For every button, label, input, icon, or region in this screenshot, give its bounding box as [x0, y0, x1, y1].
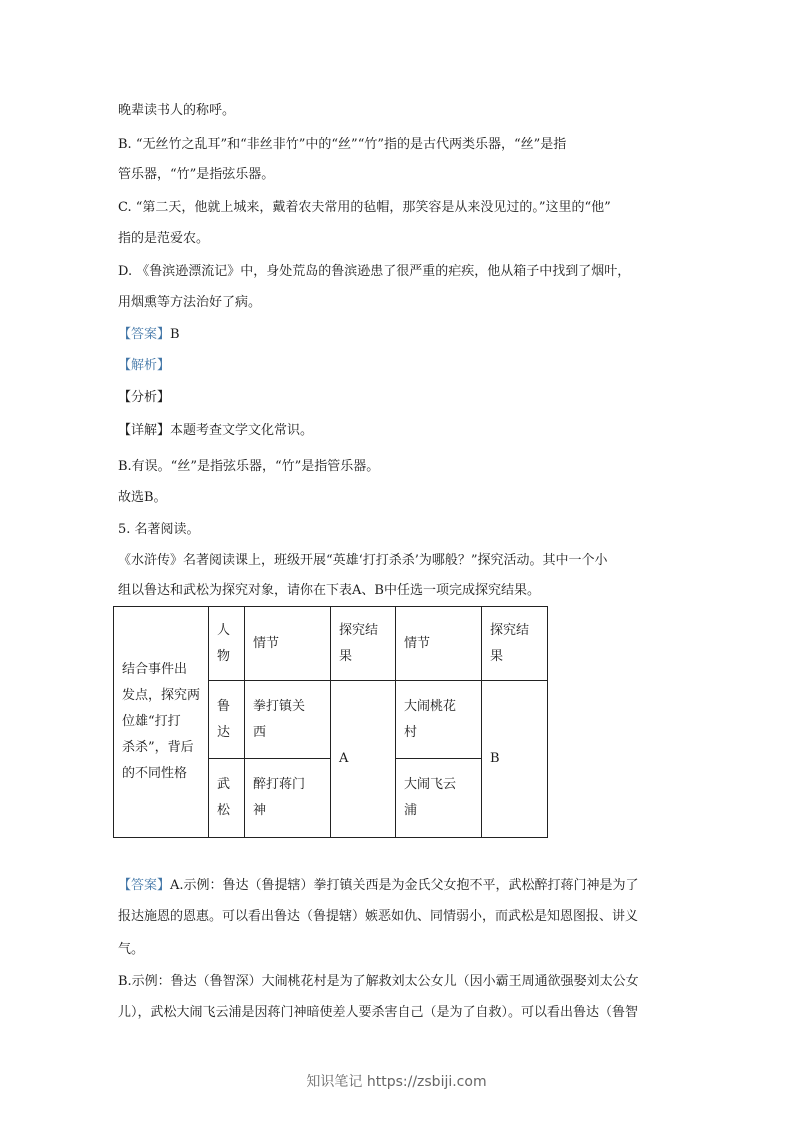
answer2-line-5: 儿），武松大闹飞云浦是因蒋门神暗使差人要杀害自己（是为了自救）。可以看出鲁达（鲁智	[118, 1005, 639, 1020]
intro-line: 位雄“打打	[122, 714, 181, 729]
line-1: 晚辈读书人的称呼。	[118, 103, 236, 118]
plot-line: 浦	[404, 803, 418, 818]
answer2-line-2: 报达施恩的恩惠。可以看出鲁达（鲁提辖）嫉恶如仇、同情弱小，而武松是知恩图报、讲义	[118, 909, 639, 924]
plot-wusong-2	[396, 759, 482, 838]
result-cell-b: B	[482, 681, 548, 838]
answer-line	[118, 326, 180, 344]
person-wusong	[209, 759, 245, 838]
answer-value: B	[170, 327, 180, 342]
intro-line: 发点，探究两	[122, 688, 201, 703]
intro-line: 杀杀”，背后	[122, 740, 194, 755]
intro-line: 的不同性格	[122, 766, 188, 781]
person-luda	[209, 681, 245, 759]
table-intro-cell	[114, 607, 209, 838]
person-char: 达	[217, 724, 231, 740]
answer2-line-1	[118, 877, 639, 895]
detail-line: 【详解】本题考查文学文化常识。	[118, 423, 314, 438]
result-cell-a: A	[331, 681, 396, 838]
plot-luda-2	[396, 681, 482, 759]
plot-line: 醉打蒋门	[253, 777, 306, 792]
person-char: 武	[217, 777, 231, 792]
plot-wusong-1	[245, 759, 331, 838]
header-result-line: 探究结	[339, 622, 379, 638]
plot-line: 拳打镇关	[253, 698, 306, 714]
answer2-line-3: 气。	[118, 942, 145, 957]
plot-line: 西	[253, 724, 267, 740]
header-result-line: 果	[490, 648, 504, 664]
person-char: 鲁	[217, 698, 231, 714]
plot-line: 神	[253, 803, 267, 818]
header-person-line: 物	[217, 648, 231, 664]
analysis-tag: 【解析】	[118, 358, 171, 373]
header-plot-1: 情节	[245, 607, 331, 681]
plot-line: 村	[404, 724, 418, 740]
answer-tag: 【答案】	[118, 327, 171, 342]
plot-line: 大闹桃花	[404, 698, 457, 714]
site-footer: 知识笔记 https://zsbiji.com	[306, 1074, 487, 1090]
intro-line: 结合事件出	[122, 662, 188, 677]
option-d-line-1: D. 《鲁滨逊漂流记》中，身处荒岛的鲁滨逊患了很严重的疟疾，他从箱子中找到了烟叶，	[118, 264, 631, 279]
header-result-2	[482, 607, 548, 681]
conclusion-line: 故选B。	[118, 490, 167, 505]
answer2-tag: 【答案】	[118, 878, 171, 893]
fenxi-tag: 【分析】	[118, 390, 171, 405]
option-b-line-2: 管乐器，“竹”是指弦乐器。	[118, 167, 275, 182]
header-result-line: 探究结	[490, 622, 530, 638]
plot-line: 大闹飞云	[404, 777, 457, 792]
explanation-line: B.有误。“丝”是指弦乐器，“竹”是指管乐器。	[118, 459, 380, 474]
option-c-line-2: 指的是范爱农。	[118, 231, 210, 246]
person-char: 松	[217, 803, 231, 818]
header-person-line: 人	[217, 622, 231, 638]
question-5-title: 5. 名著阅读。	[118, 522, 200, 537]
question-5-line-1: 《水浒传》名著阅读课上，班级开展“英雄‘打打杀杀’为哪般？”探究活动。其中一个小	[118, 553, 608, 568]
option-c-line-1: C. “第二天，他就上城来，戴着农夫常用的毡帽，那笑容是从来没见过的。”这里的“他”	[118, 200, 611, 215]
question-5-line-2: 组以鲁达和武松为探究对象，请你在下表A、B中任选一项完成探究结果。	[118, 583, 540, 598]
plot-luda-1	[245, 681, 331, 759]
inquiry-table	[113, 606, 548, 838]
answer2-line-4: B.示例：鲁达（鲁智深）大闹桃花村是为了解救刘太公女儿（因小霸王周通欲强娶刘太公女	[118, 974, 639, 989]
header-plot-2: 情节	[396, 607, 482, 681]
option-b-line-1: B. “无丝竹之乱耳”和“非丝非竹”中的“丝”“竹”指的是古代两类乐器，“丝”是指	[118, 137, 567, 152]
answer2-text: A.示例：鲁达（鲁提辖）拳打镇关西是为金氏父女抱不平，武松醉打蒋门神是为了	[170, 878, 639, 893]
option-d-line-2: 用烟熏等方法治好了病。	[118, 295, 262, 310]
header-result-line: 果	[339, 648, 353, 664]
header-result-1	[331, 607, 396, 681]
header-person	[209, 607, 245, 681]
